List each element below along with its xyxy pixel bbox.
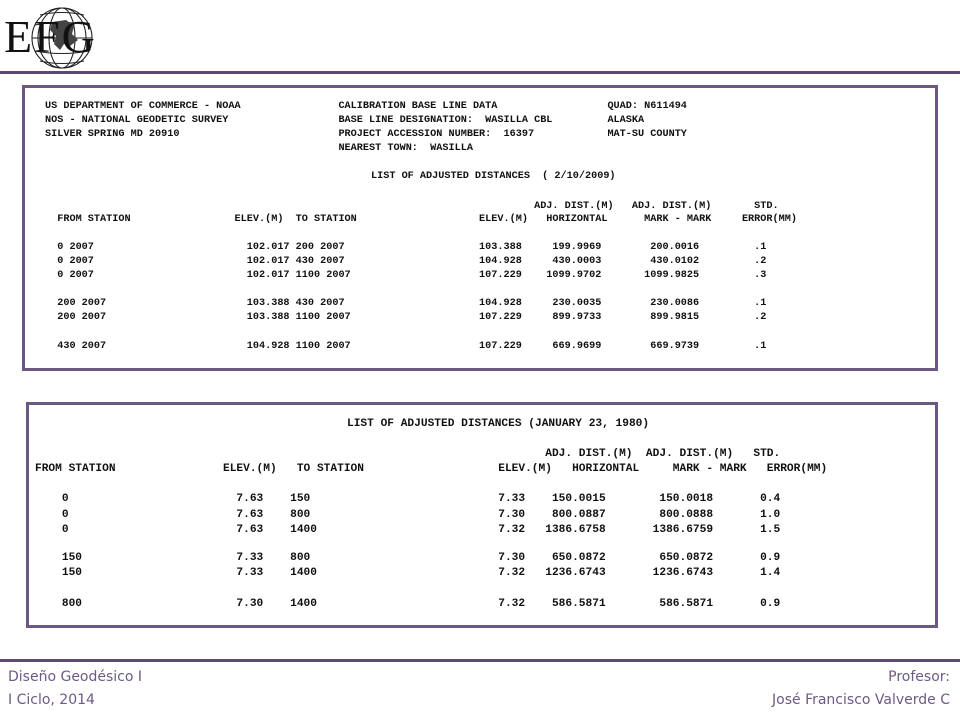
table-row: 200 2007 103.388 430 2007 104.928 230.0035 230.0086 .1 [45,298,767,309]
column-header-2: FROM STATION ELEV.(M) TO STATION ELEV.(M) HORIZONTAL MARK - MARK ERROR(MM) [35,463,828,475]
efg-logo [0,0,130,72]
header-line-2: NOS - NATIONAL GEODETIC SURVEY BASE LINE DESIGNATION: WASILLA CBL ALASKA [45,115,645,126]
professor-label: Profesor: [888,669,950,685]
table-row: 430 2007 104.928 1100 2007 107.229 669.9699 669.9739 .1 [45,341,767,352]
calibration-panel-2009 [22,85,938,371]
table-row: 150 7.33 1400 7.32 1236.6743 1236.6743 1.4 [35,567,781,579]
table-title: LIST OF ADJUSTED DISTANCES ( 2/10/2009) [371,171,616,182]
table-row: 800 7.30 1400 7.32 586.5871 586.5871 0.9 [35,598,781,610]
course-name: Diseño Geodésico I [8,669,143,685]
table-row: 200 2007 103.388 1100 2007 107.229 899.9733 899.9815 .2 [45,312,767,323]
table-title: LIST OF ADJUSTED DISTANCES (JANUARY 23, 1980) [347,418,650,430]
adjusted-distances-panel-1980 [26,402,938,628]
table-row: 0 7.63 800 7.30 800.0887 800.0888 1.0 [35,509,781,521]
header-rule [0,71,960,74]
table-row: 0 2007 102.017 200 2007 103.388 199.9969 200.0016 .1 [45,242,767,253]
header-line-1: US DEPARTMENT OF COMMERCE - NOAA CALIBRATION BASE LINE DATA QUAD: N611494 [45,101,687,112]
column-header-1: ADJ. DIST.(M) ADJ. DIST.(M) STD. [45,201,779,212]
professor-name: José Francisco Valverde C [772,692,950,708]
table-row: 0 7.63 1400 7.32 1386.6758 1386.6759 1.5 [35,524,781,536]
column-header-2: FROM STATION ELEV.(M) TO STATION ELEV.(M) HORIZONTAL MARK - MARK ERROR(MM) [45,214,797,225]
table-row: 0 2007 102.017 1100 2007 107.229 1099.9702 1099.9825 .3 [45,270,767,281]
logo-text: EFG [4,11,97,62]
table-row: 150 7.33 800 7.30 650.0872 650.0872 0.9 [35,552,781,564]
table-row: 0 7.63 150 7.33 150.0015 150.0018 0.4 [35,493,781,505]
course-term: I Ciclo, 2014 [8,692,95,708]
header-line-3: SILVER SPRING MD 20910 PROJECT ACCESSION NUMBER: 16397 MAT-SU COUNTY [45,129,687,140]
footer-rule [0,659,960,662]
table-row: 0 2007 102.017 430 2007 104.928 430.0003 430.0102 .2 [45,256,767,267]
header-line-4: NEAREST TOWN: WASILLA [45,143,473,154]
column-header-1: ADJ. DIST.(M) ADJ. DIST.(M) STD. [35,448,781,460]
